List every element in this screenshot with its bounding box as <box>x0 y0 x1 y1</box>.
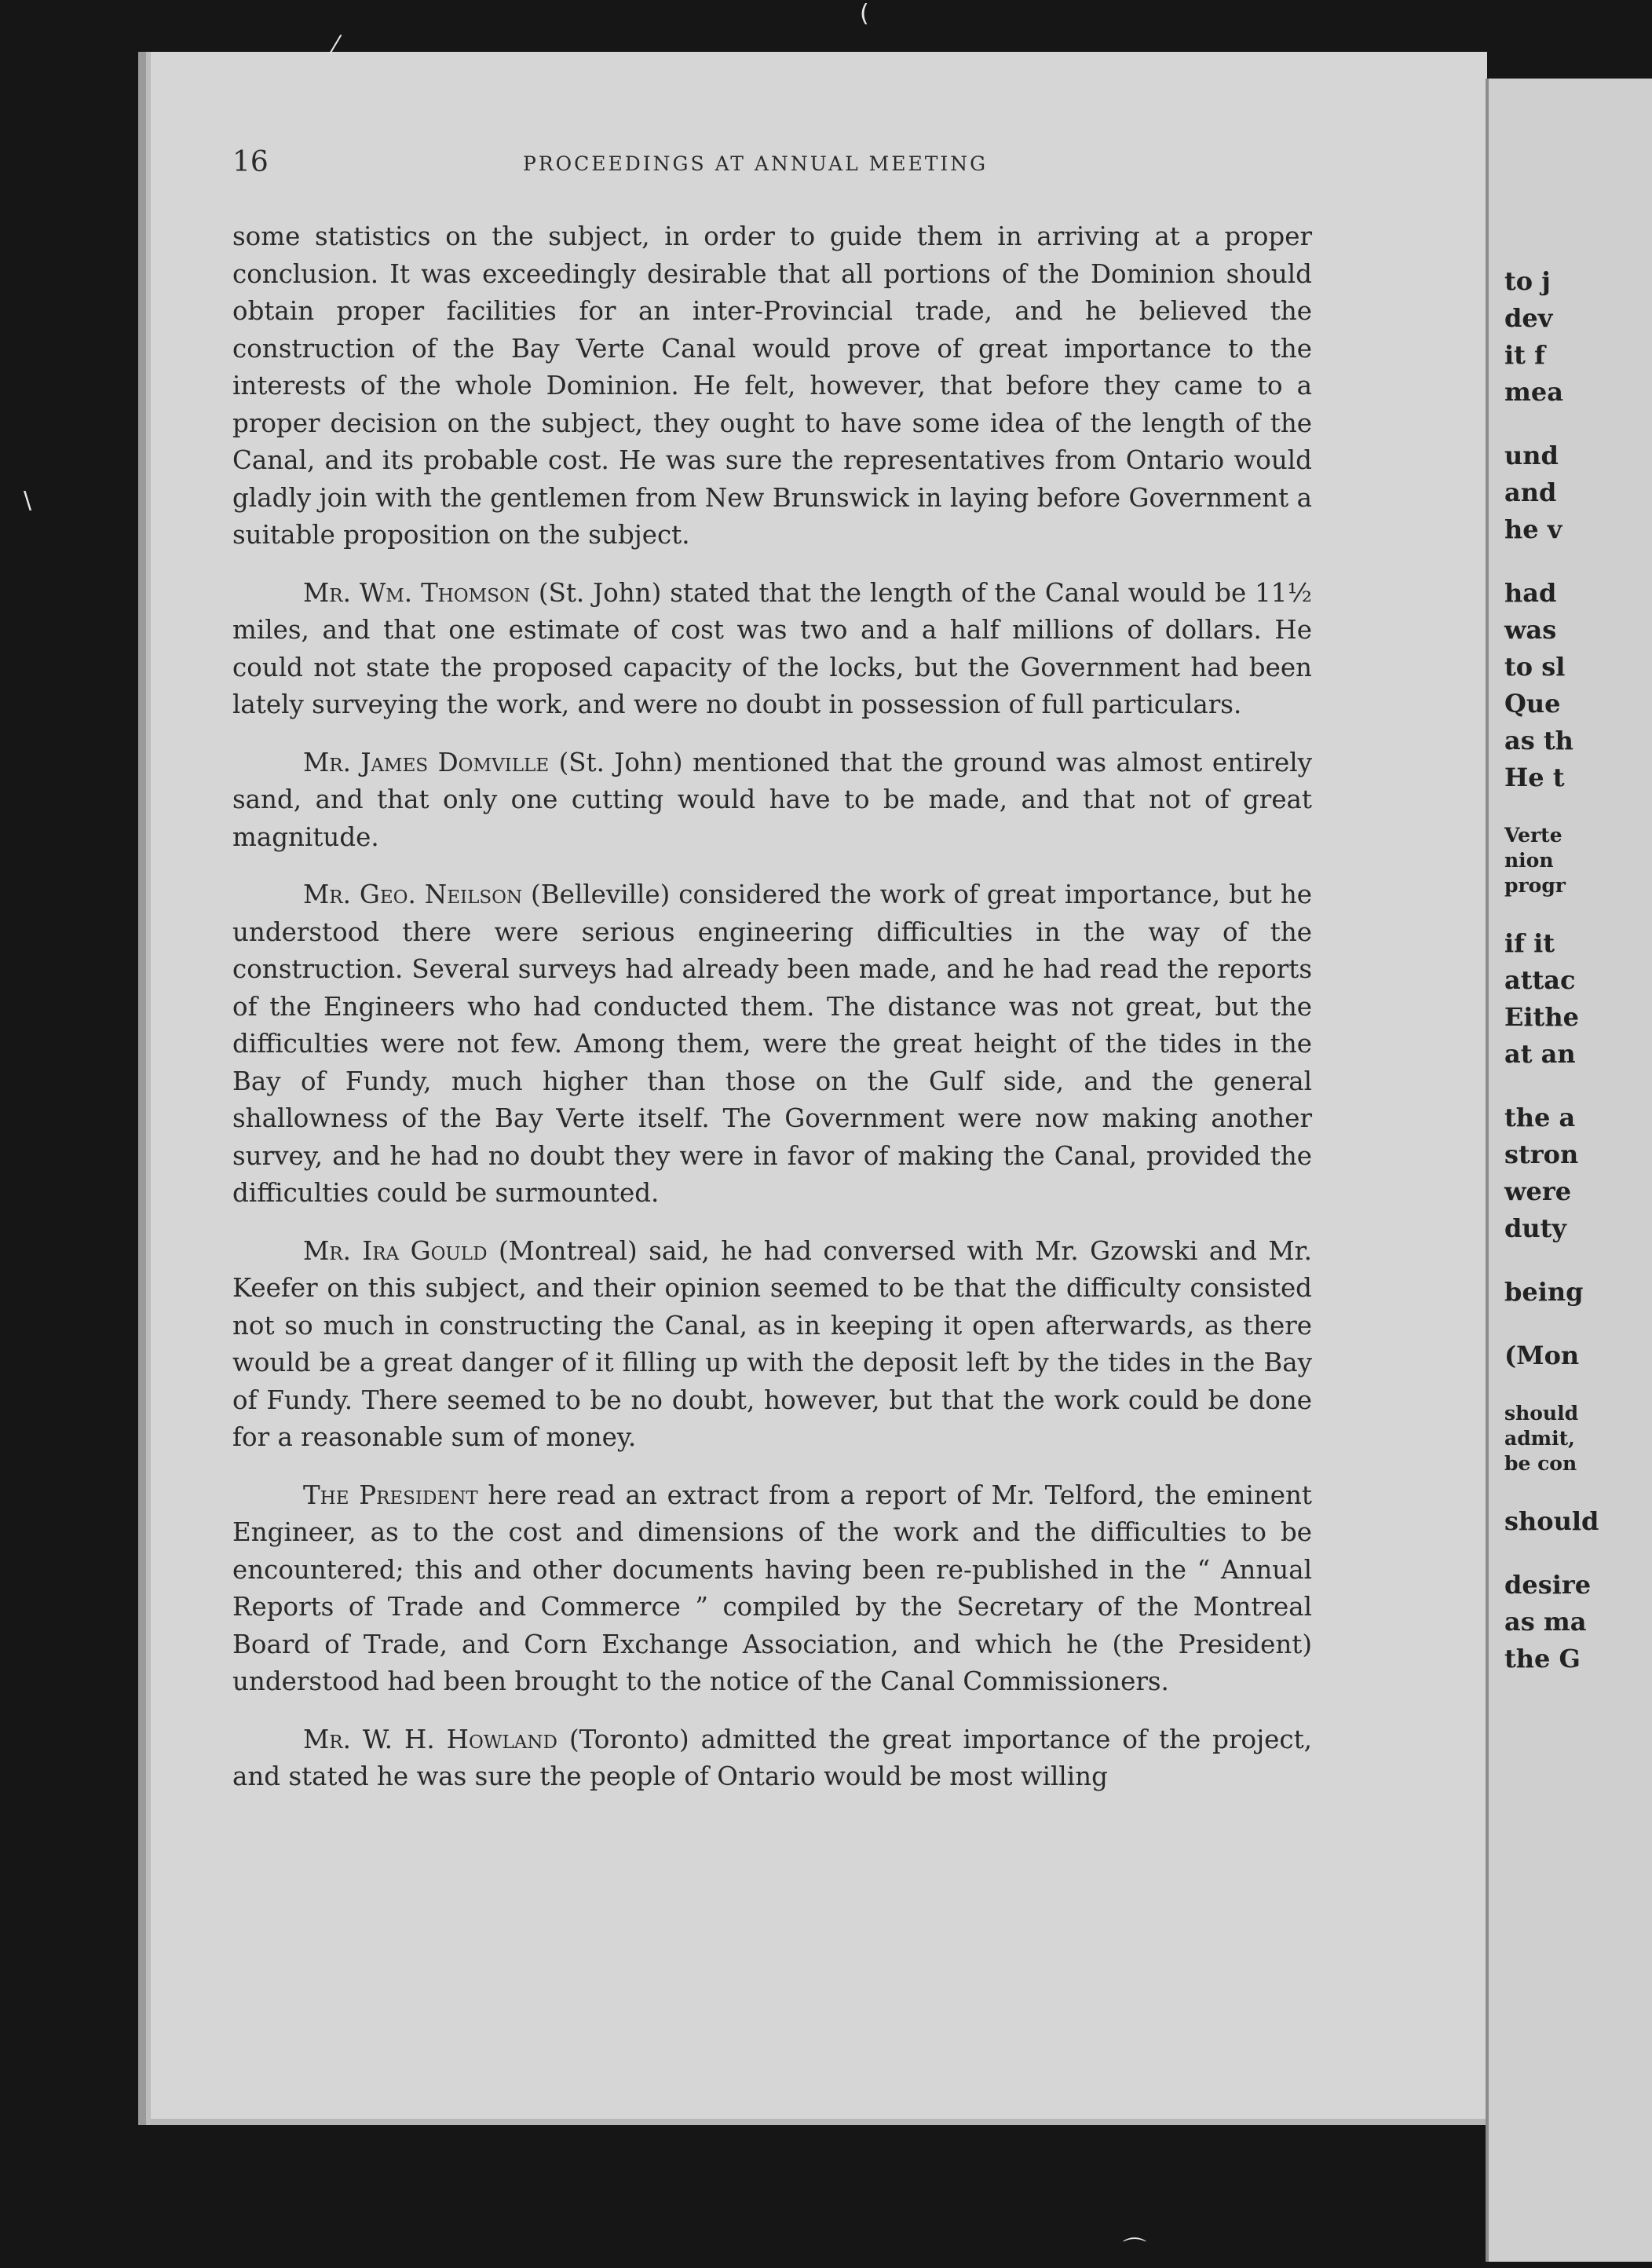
facing-page-fragment: it f <box>1504 340 1545 370</box>
facing-page-fragment: if it <box>1504 928 1555 958</box>
speaker-name: Mr. Wm. Thomson <box>303 577 530 608</box>
facing-page-fragment: the a <box>1504 1103 1576 1132</box>
paragraph-text: some statistics on the subject, in order to guide them in arriving at a proper conclusion. It was exceedingly desirable that all portions of the Dominion should obtain proper facilities for an inter-Provincial trade, and he believed the construction of the Bay Verte Canal would prove of great importance to the interests of the whole Dominion. He felt, however, that before they came to a proper decision on the subject, they ought to have some idea of the length of the Canal, and its probable cost. He was sure the representatives from Ontario would gladly join with the gentlemen from New Brunswick in laying before Government a suitable proposition on the subject. <box>232 221 1312 550</box>
facing-page-fragment: was <box>1504 615 1557 645</box>
facing-page-fragment: dev <box>1504 303 1553 333</box>
facing-page-fragment: duty <box>1504 1213 1567 1243</box>
facing-page-fragment: the G <box>1504 1644 1581 1674</box>
facing-page-fragment: should <box>1504 1506 1599 1536</box>
facing-page-fragment: as ma <box>1504 1607 1587 1637</box>
facing-page-fragment: mea <box>1504 377 1563 407</box>
paragraph <box>232 1233 1312 1457</box>
body-text <box>232 218 1312 1796</box>
fragment-gap <box>1504 1540 1652 1567</box>
fragment-gap <box>1504 898 1652 925</box>
scan-speck: ( <box>860 0 869 27</box>
facing-page-fragment: desire <box>1504 1570 1592 1600</box>
fragment-gap <box>1504 796 1652 823</box>
speaker-name: Mr. Geo. Neilson <box>303 880 523 909</box>
paragraph <box>232 876 1312 1213</box>
facing-page-fragment: as th <box>1504 726 1573 755</box>
facing-page-fragment: to j <box>1504 266 1551 296</box>
facing-page-edge <box>1486 79 1652 2262</box>
facing-page-fragment: attac <box>1504 965 1576 995</box>
facing-page-fragment: and <box>1504 477 1557 507</box>
paragraph-text: (Belleville) considered the work of great importance, but he understood there were serious engineering difficulties in the way of the construction. Several surveys had already been made, and he had read the reports of the Engineers who had conducted them. The distance was not great, but the difficulties were not few. Among them, were the great height of the tides in the Bay of Fundy, much higher than those on the Gulf side, and the general shallowness of the Bay Verte itself. The Government were now making another survey, and he had no doubt they were in favor of making the Canal, provided the difficulties could be surmounted. <box>232 880 1312 1208</box>
page-content <box>232 146 1312 1816</box>
paragraph-text: (St. John) stated that the length of the Canal would be 11½ miles, and that one estimate of cost was two and a half millions of dollars. He could not state the proposed capacity of the locks, but the Government had been lately surveying the work, and were no doubt in possession of full particulars. <box>232 577 1312 719</box>
paragraph-text: (Montreal) said, he had conversed with Mr. Gzowski and Mr. Keefer on this subject, and their opinion seemed to be that the difficulty consisted not so much in constructing the Canal, as in keeping it open afterwards, as there would be a great danger of it filling up with the deposit left by the tides in the Bay of Fundy. There seemed to be no doubt, however, but that the work could be done for a reasonable sum of money. <box>232 1235 1312 1452</box>
paragraph-text: here read an extract from a report of Mr. Telford, the eminent Engineer, as to the cost and dimensions of the work and the difficulties to be encountered; this and other documents having been re-published in the “ Annual Reports of Trade and Commerce ” compiled by the Secretary of the Montreal Board of Trade, and Corn Exchange Association, and which he (the President) understood had been brought to the notice of the Canal Commissioners. <box>232 1480 1312 1696</box>
facing-page-fragment: had <box>1504 578 1557 608</box>
facing-page-fragment: (Mon <box>1504 1341 1580 1370</box>
facing-page-fragment: being <box>1504 1277 1584 1307</box>
scan-speck: \ <box>24 487 32 514</box>
fragment-gap <box>1504 548 1652 575</box>
facing-page-fragment: stron <box>1504 1139 1579 1169</box>
facing-page-fragment: should <box>1504 1402 1579 1425</box>
speaker-name: Mr. W. H. Howland <box>303 1724 557 1754</box>
facing-page-fragment: progr <box>1504 874 1566 897</box>
facing-page-fragment: he v <box>1504 514 1562 544</box>
speaker-name: Mr. James Domville <box>303 747 550 777</box>
fragment-gap <box>1504 1374 1652 1401</box>
facing-page-fragment: be con <box>1504 1452 1577 1475</box>
facing-page-fragment: nion <box>1504 849 1554 872</box>
speaker-name: Mr. Ira Gould <box>303 1235 488 1266</box>
paragraph-text: (Toronto) admitted the great importance of the project, and stated he was sure the people of Ontario would be most willing <box>232 1724 1312 1791</box>
book-page-left <box>138 52 1487 2125</box>
facing-page-fragment: Que <box>1504 689 1561 719</box>
scan-speck: ⁄ <box>334 31 338 59</box>
facing-page-fragment: admit, <box>1504 1427 1575 1450</box>
paragraph <box>232 575 1312 724</box>
running-head-title: PROCEEDINGS AT ANNUAL MEETING <box>523 152 989 175</box>
paragraph <box>232 218 1312 554</box>
facing-page-fragment: Verte <box>1504 824 1562 847</box>
facing-page-fragments <box>1504 263 1652 1677</box>
paragraph <box>232 744 1312 857</box>
paragraph-text: (St. John) mentioned that the ground was almost entirely sand, and that only one cutting would have to be made, and that not of great magnitude. <box>232 747 1312 852</box>
running-head <box>232 146 1312 193</box>
scan-speck: ⌒ <box>1123 2237 1146 2264</box>
paragraph <box>232 1477 1312 1701</box>
facing-page-fragment: und <box>1504 441 1559 470</box>
speaker-name: The President <box>303 1480 478 1510</box>
fragment-gap <box>1504 411 1652 437</box>
fragment-gap <box>1504 1073 1652 1099</box>
facing-page-fragment: He t <box>1504 763 1565 792</box>
fragment-gap <box>1504 1476 1652 1503</box>
facing-page-fragment: were <box>1504 1176 1572 1206</box>
fragment-gap <box>1504 1311 1652 1337</box>
fragment-gap <box>1504 1247 1652 1274</box>
page-number: 16 <box>232 146 269 178</box>
paragraph <box>232 1721 1312 1796</box>
facing-page-fragment: to sl <box>1504 652 1566 682</box>
facing-page-fragment: Eithe <box>1504 1002 1579 1032</box>
facing-page-fragment: at an <box>1504 1039 1576 1069</box>
